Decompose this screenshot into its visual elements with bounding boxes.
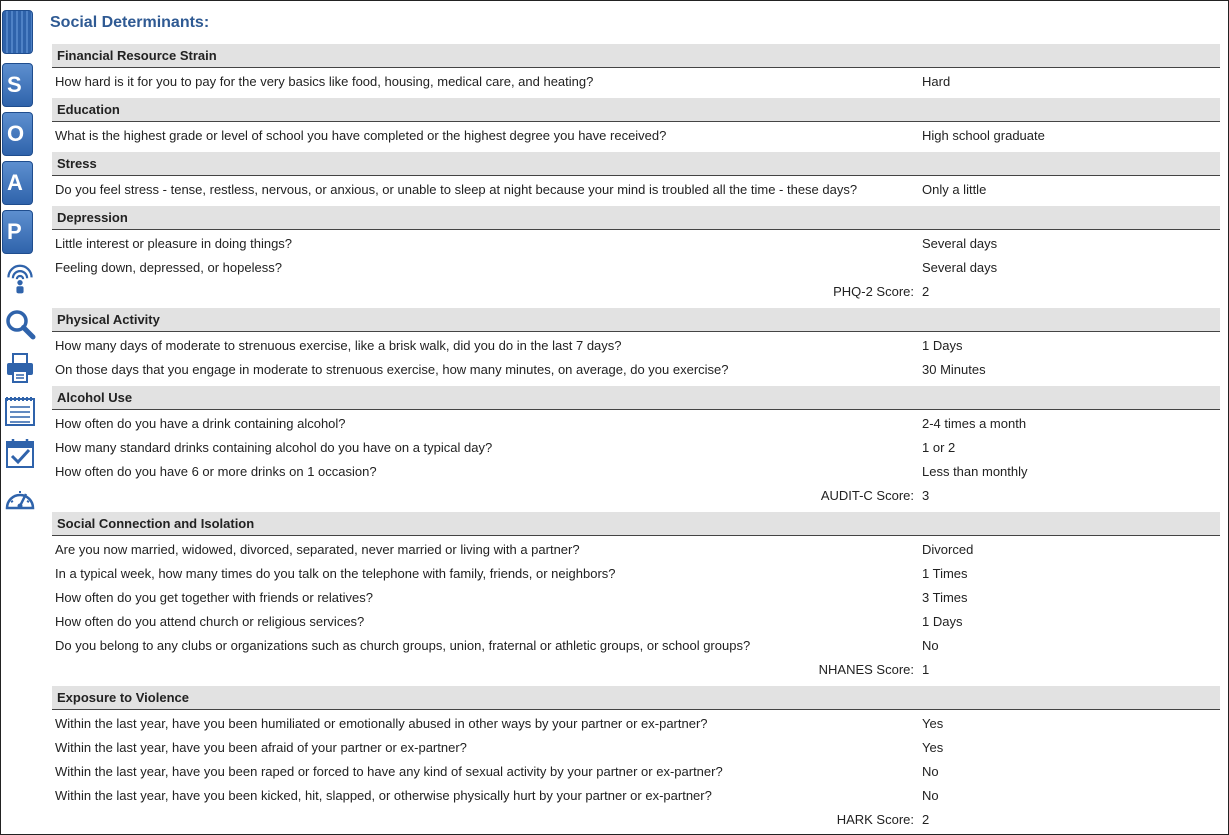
score-label: PHQ-2 Score: [833,284,914,299]
answer-text: Only a little [922,182,987,197]
soap-p-button[interactable] [2,210,33,254]
answer-text: Yes [922,716,944,731]
answer-text: No [922,764,939,779]
score-value: 1 [922,662,930,677]
question-text: Little interest or pleasure in doing things? [55,236,293,251]
question-text: On those days that you engage in moderate to strenuous exercise, how many minutes, on average, do you exercise? [55,362,729,377]
table-row [52,634,1220,658]
score-value: 2 [922,812,930,827]
answer-text: Several days [922,236,998,251]
table-row [52,256,1220,280]
section-header-depression: Depression [52,206,1220,230]
answer-text: 3 Times [922,590,968,605]
question-text: In a typical week, how many times do you talk on the telephone with family, friends, or neighbors? [55,566,616,581]
question-text: Within the last year, have you been humiliated or emotionally abused in other ways by your partner or ex-partner? [55,716,708,731]
table-row [52,358,1220,382]
table-row [52,760,1220,784]
score-row [52,658,1220,682]
question-text: How hard is it for you to pay for the very basics like food, housing, medical care, and heating? [55,74,594,89]
table-row [52,232,1220,256]
question-text: Within the last year, have you been kicked, hit, slapped, or otherwise physically hurt by your partner or ex-partner? [55,788,712,803]
answer-text: 30 Minutes [922,362,986,377]
table-row [52,538,1220,562]
section-header-social-connection: Social Connection and Isolation [52,512,1220,536]
answer-text: 2-4 times a month [922,416,1027,431]
question-text: Do you belong to any clubs or organizations such as church groups, union, fraternal or athletic groups, or school groups? [55,638,751,653]
answer-text: Several days [922,260,998,275]
table-row [52,412,1220,436]
score-row [52,280,1220,304]
sidebar [0,0,42,833]
score-value: 3 [922,488,930,503]
table-row [52,586,1220,610]
broadcast-icon[interactable] [4,264,36,296]
score-label: NHANES Score: [818,662,914,677]
answer-text: Less than monthly [922,464,1028,479]
question-text: How often do you have a drink containing alcohol? [55,416,346,431]
question-text: Feeling down, depressed, or hopeless? [55,260,282,275]
score-label: HARK Score: [836,812,914,827]
table-row [52,784,1220,808]
soap-a-label: A [7,170,23,195]
section-header-exposure-violence: Exposure to Violence [52,686,1220,710]
section-header-education: Education [52,98,1220,122]
soap-o-label: O [7,121,25,146]
section-header-alcohol-use: Alcohol Use [52,386,1220,410]
section-header-stress: Stress [52,152,1220,176]
answer-text: Hard [922,74,951,89]
question-text: How often do you attend church or religious services? [55,614,365,629]
answer-text: 1 Days [922,338,963,353]
question-text: How often do you have 6 or more drinks on 1 occasion? [55,464,377,479]
answer-text: 1 or 2 [922,440,956,455]
score-row [52,484,1220,508]
table-row [52,712,1220,736]
answer-text: High school graduate [922,128,1045,143]
table-row [52,70,1220,94]
question-text: How many days of moderate to strenuous exercise, like a brisk walk, did you do in the last 7 days? [55,338,622,353]
question-text: Do you feel stress - tense, restless, nervous, or anxious, or unable to sleep at night because your mind is troubled all the time - these days? [55,182,858,197]
question-text: Within the last year, have you been raped or forced to have any kind of sexual activity by your partner or ex-partner? [55,764,723,779]
print-icon[interactable] [4,352,36,384]
question-text: Are you now married, widowed, divorced, separated, never married or living with a partner? [55,542,580,557]
soap-s-label: S [7,72,22,97]
table-row [52,334,1220,358]
answer-text: 1 Times [922,566,968,581]
answer-text: Yes [922,740,944,755]
page-title: Social Determinants: [50,14,210,31]
soap-o-button[interactable] [2,112,33,156]
dashboard-gauge-icon[interactable] [4,482,36,514]
soap-s-button[interactable] [2,63,33,107]
question-text: What is the highest grade or level of school you have completed or the highest degree you have received? [55,128,667,143]
table-row [52,610,1220,634]
section-header-physical-activity: Physical Activity [52,308,1220,332]
question-text: How many standard drinks containing alcohol do you have on a typical day? [55,440,493,455]
score-value: 2 [922,284,930,299]
answer-text: Divorced [922,542,974,557]
question-text: How often do you get together with friends or relatives? [55,590,373,605]
table-row [52,178,1220,202]
soap-a-button[interactable] [2,161,33,205]
answer-text: 1 Days [922,614,963,629]
score-label: AUDIT-C Score: [820,488,914,503]
table-row [52,460,1220,484]
soap-p-label: P [7,219,22,244]
table-row [52,124,1220,148]
sidebar-menu-button[interactable] [2,10,33,54]
table-row [52,562,1220,586]
question-text: Within the last year, have you been afraid of your partner or ex-partner? [55,740,467,755]
answer-text: No [922,638,939,653]
table-row [52,436,1220,460]
score-row [52,808,1220,832]
calendar-check-icon[interactable] [4,437,36,469]
search-icon[interactable] [4,308,36,340]
notes-icon[interactable] [4,395,36,427]
answer-text: No [922,788,939,803]
section-header-financial: Financial Resource Strain [52,44,1220,68]
table-row [52,736,1220,760]
